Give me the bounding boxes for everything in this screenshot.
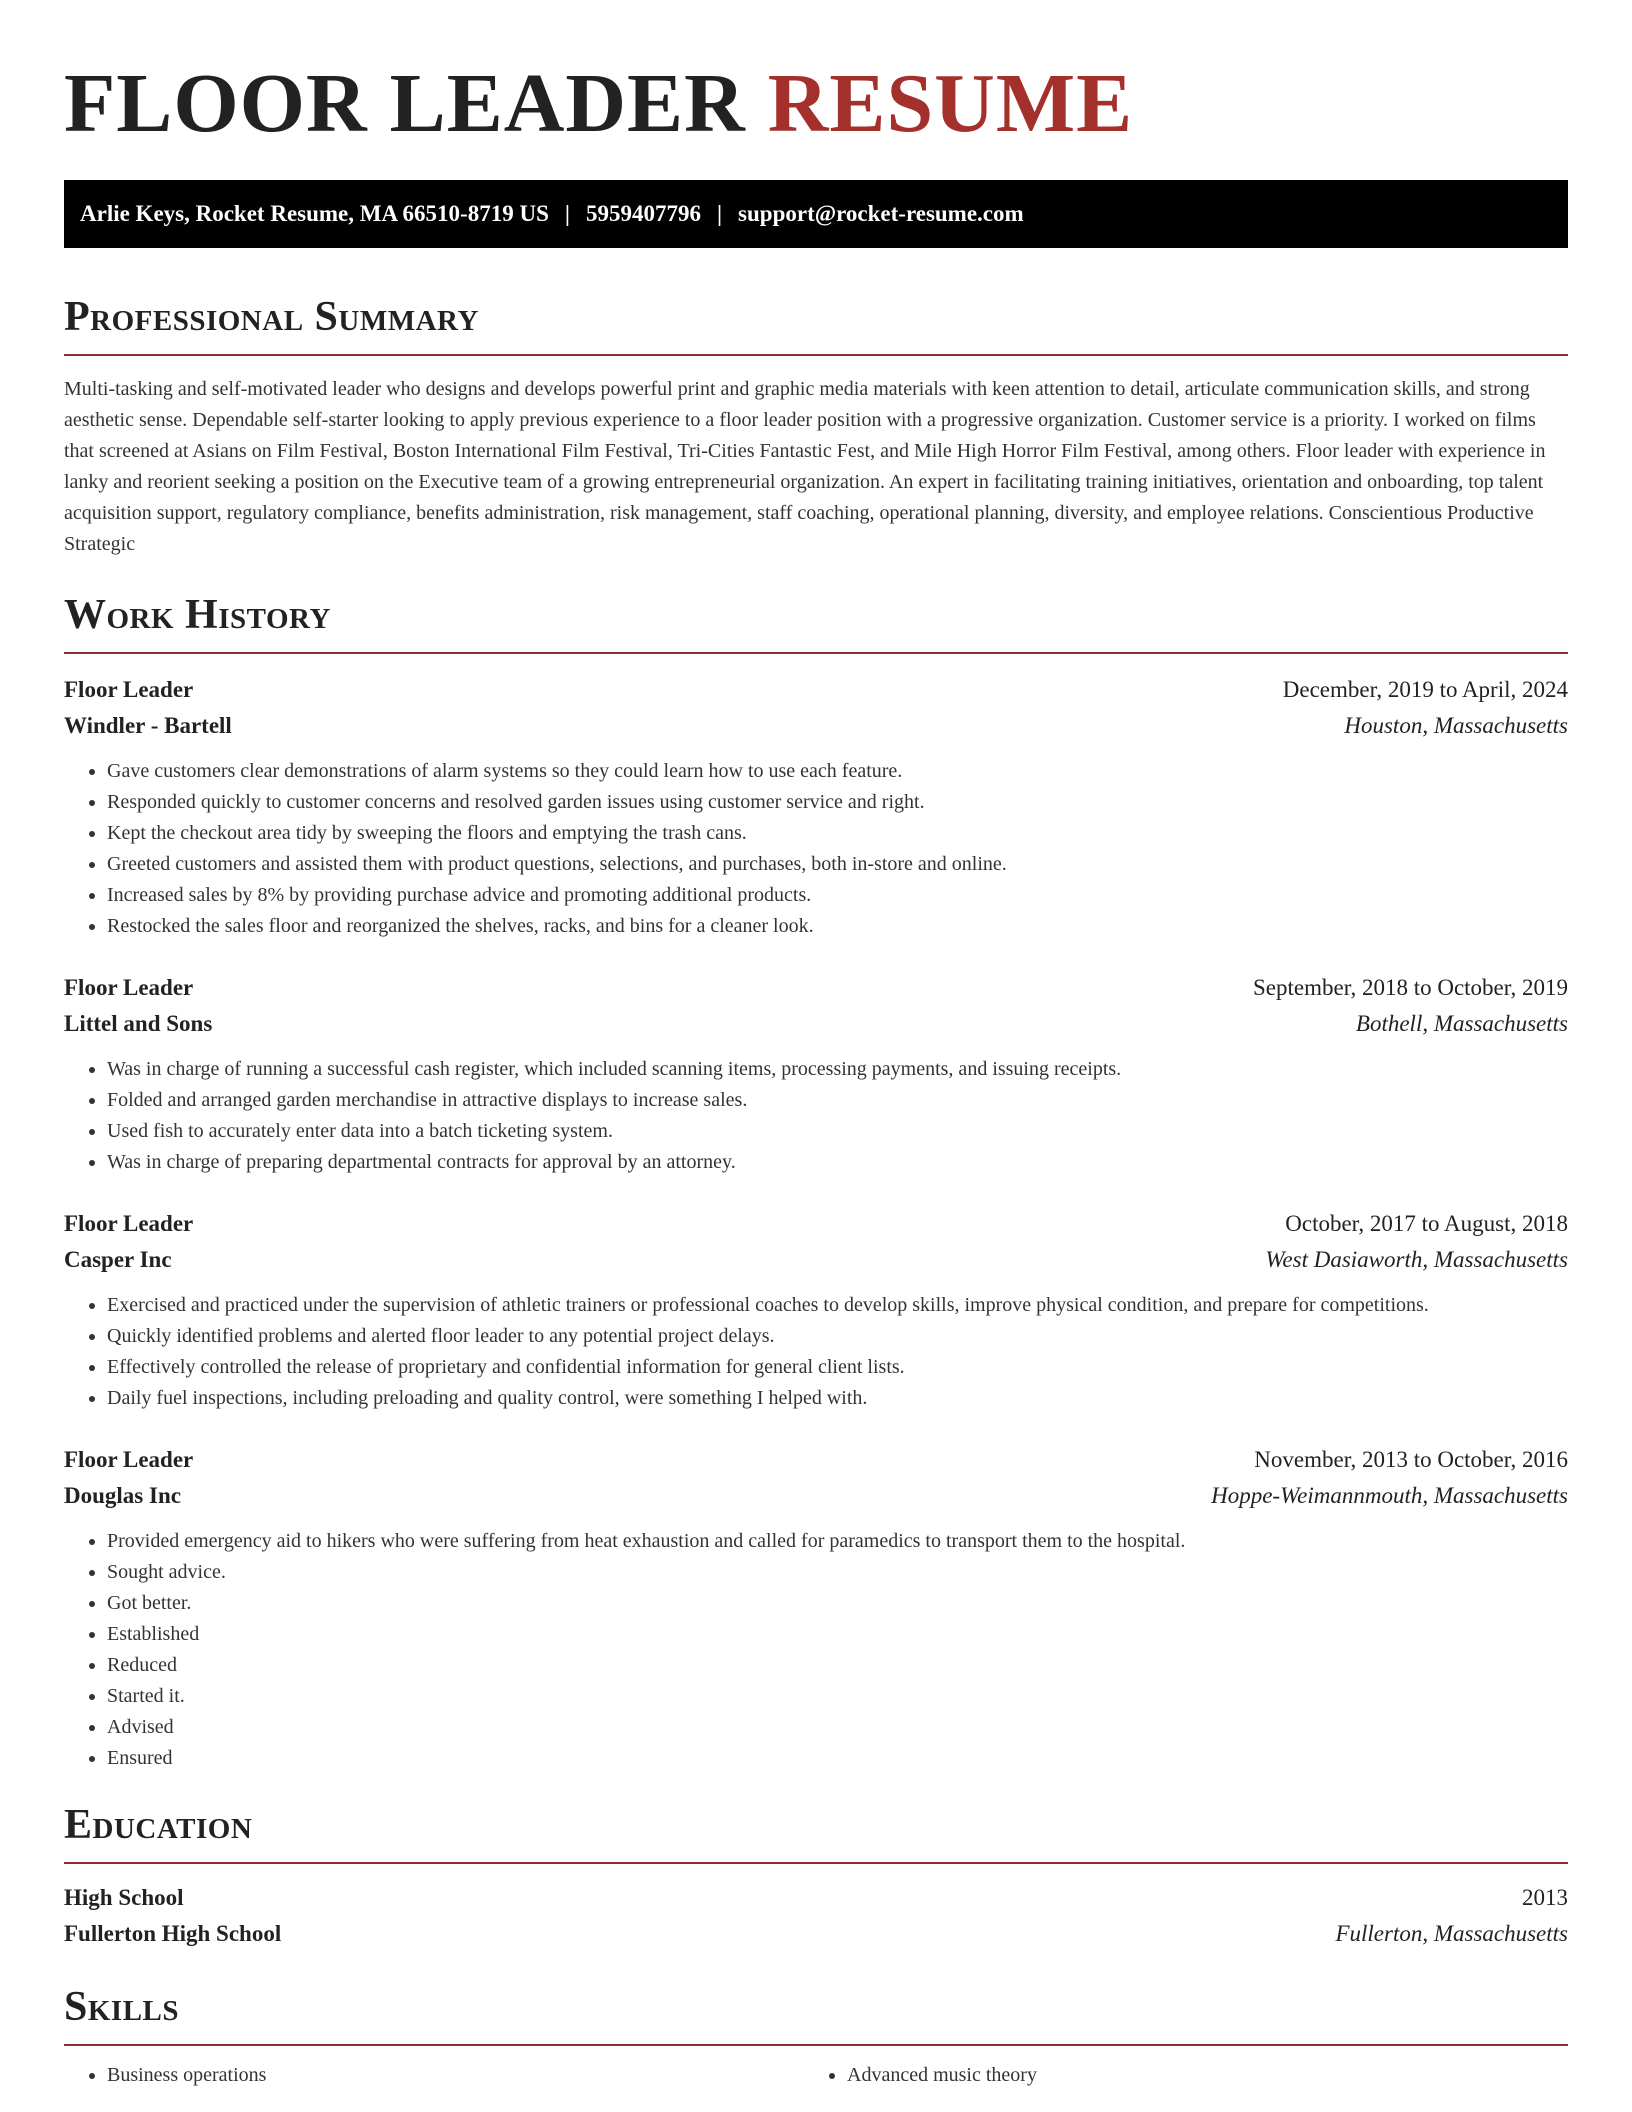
job-dates: September, 2018 to October, 2019	[1253, 975, 1568, 1000]
skills-column-right	[804, 2060, 1544, 2091]
job-bullet: • Used fish to accurately enter data into a batch ticketing system.	[107, 1116, 1568, 1147]
contact-bar	[64, 180, 1568, 248]
job-bullet: • Got better.	[107, 1588, 1568, 1619]
job-bullets	[64, 1526, 1568, 1774]
resume-page	[64, 0, 1568, 2091]
job-bullet: • Gave customers clear demonstrations of alarm systems so they could learn how to use each feature.	[107, 756, 1568, 787]
job-bullet: • Ensured	[107, 1743, 1568, 1774]
job-entry	[64, 1442, 1568, 1774]
job-bullet: • Advised	[107, 1712, 1568, 1743]
contact-separator: |	[716, 201, 723, 226]
job-bullets	[64, 756, 1568, 942]
job-bullet: • Was in charge of running a successful cash register, which included scanning items, processing payments, and issuing receipts.	[107, 1054, 1568, 1085]
job-title: Floor Leader	[64, 677, 194, 702]
skills-heading: Skills	[64, 1984, 180, 2030]
job-title: Floor Leader	[64, 975, 194, 1000]
summary-section	[64, 292, 1568, 560]
work-history-section	[64, 590, 1568, 1774]
job-bullet: • Established	[107, 1619, 1568, 1650]
skills-section	[64, 1982, 1568, 2091]
education-year: 2013	[1522, 1885, 1568, 1910]
job-bullet: • Provided emergency aid to hikers who were suffering from heat exhaustion and called for paramedics to transport them to the hospital.	[107, 1526, 1568, 1557]
job-title: Floor Leader	[64, 1447, 194, 1472]
title-main: FLOOR LEADER	[64, 57, 746, 150]
job-bullet: • Was in charge of preparing departmental contracts for approval by an attorney.	[107, 1147, 1568, 1178]
section-divider	[64, 652, 1568, 654]
job-bullet: • Restocked the sales floor and reorganized the shelves, racks, and bins for a cleaner look.	[107, 911, 1568, 942]
job-bullet: • Folded and arranged garden merchandise in attractive displays to increase sales.	[107, 1085, 1568, 1116]
job-company: Littel and Sons	[64, 1011, 213, 1036]
job-bullet: • Quickly identified problems and alerted floor leader to any potential project delays.	[107, 1321, 1568, 1352]
job-entry	[64, 970, 1568, 1178]
skill-item: • Business operations	[107, 2060, 804, 2091]
job-location: West Dasiaworth, Massachusetts	[1265, 1247, 1568, 1272]
contact-address: Arlie Keys, Rocket Resume, MA 66510-8719 US	[80, 201, 549, 226]
job-entry	[64, 1206, 1568, 1414]
job-bullets	[64, 1290, 1568, 1414]
contact-email: support@rocket-resume.com	[738, 201, 1024, 226]
education-school: Fullerton High School	[64, 1921, 282, 1946]
skills-column-left	[64, 2060, 804, 2091]
job-company: Douglas Inc	[64, 1483, 181, 1508]
job-location: Houston, Massachusetts	[1344, 713, 1568, 738]
job-bullet: • Effectively controlled the release of proprietary and confidential information for general client lists.	[107, 1352, 1568, 1383]
job-entry	[64, 672, 1568, 942]
job-bullet: • Kept the checkout area tidy by sweeping the floors and emptying the trash cans.	[107, 818, 1568, 849]
job-company: Windler - Bartell	[64, 713, 232, 738]
contact-separator: |	[564, 201, 570, 226]
contact-phone: 5959407796	[585, 201, 701, 226]
job-bullet: • Sought advice.	[107, 1557, 1568, 1588]
job-dates: November, 2013 to October, 2016	[1254, 1447, 1568, 1472]
job-bullet: • Increased sales by 8% by providing purchase advice and promoting additional products.	[107, 880, 1568, 911]
job-bullet: • Greeted customers and assisted them with product questions, selections, and purchases, both in-store and online.	[107, 849, 1568, 880]
job-bullets	[64, 1054, 1568, 1178]
job-bullet: • Started it.	[107, 1681, 1568, 1712]
job-dates: October, 2017 to August, 2018	[1285, 1211, 1568, 1236]
job-company: Casper Inc	[64, 1247, 172, 1272]
job-location: Hoppe-Weimannmouth, Massachusetts	[1211, 1483, 1568, 1508]
education-location: Fullerton, Massachusetts	[1335, 1921, 1568, 1946]
resume-title	[64, 0, 1568, 152]
title-accent: RESUME	[767, 57, 1134, 150]
skill-item: • Advanced music theory	[847, 2060, 1544, 2091]
section-divider	[64, 354, 1568, 356]
job-bullet: • Responded quickly to customer concerns and resolved garden issues using customer service and right.	[107, 787, 1568, 818]
education-section	[64, 1800, 1568, 1952]
job-bullet: • Exercised and practiced under the supervision of athletic trainers or professional coaches to develop skills, improve physical condition, and prepare for competitions.	[107, 1290, 1568, 1321]
summary-text: Multi-tasking and self-motivated leader who designs and develops powerful print and graphic media materials with keen attention to detail, articulate communication skills, and strong aesthetic sense. Dependable self-starter looking to apply previous experience to a floor leader position with a progressive organization. Customer service is a priority. I worked on films that screened at Asians on Film Festival, Boston International Film Festival, Tri-Cities Fantastic Fest, and Mile High Horror Film Festival, among others. Floor leader with experience in lanky and reorient seeking a position on the Executive team of a growing entrepreneurial organization. An expert in facilitating training initiatives, orientation and onboarding, top talent acquisition support, regulatory compliance, benefits administration, risk management, staff coaching, operational planning, diversity, and employee relations. Conscientious Productive Strategic	[64, 378, 1546, 555]
education-degree: High School	[64, 1885, 184, 1910]
work-history-heading: Work History	[64, 592, 331, 638]
job-dates: December, 2019 to April, 2024	[1282, 677, 1568, 702]
job-title: Floor Leader	[64, 1211, 194, 1236]
job-location: Bothell, Massachusetts	[1355, 1011, 1568, 1036]
education-heading: Education	[64, 1802, 253, 1848]
summary-heading: Professional Summary	[64, 294, 479, 340]
section-divider	[64, 1862, 1568, 1864]
job-bullet: • Daily fuel inspections, including preloading and quality control, were something I helped with.	[107, 1383, 1568, 1414]
job-bullet: • Reduced	[107, 1650, 1568, 1681]
skills-grid	[64, 2060, 1568, 2091]
education-entry	[64, 1880, 1568, 1952]
section-divider	[64, 2044, 1568, 2046]
